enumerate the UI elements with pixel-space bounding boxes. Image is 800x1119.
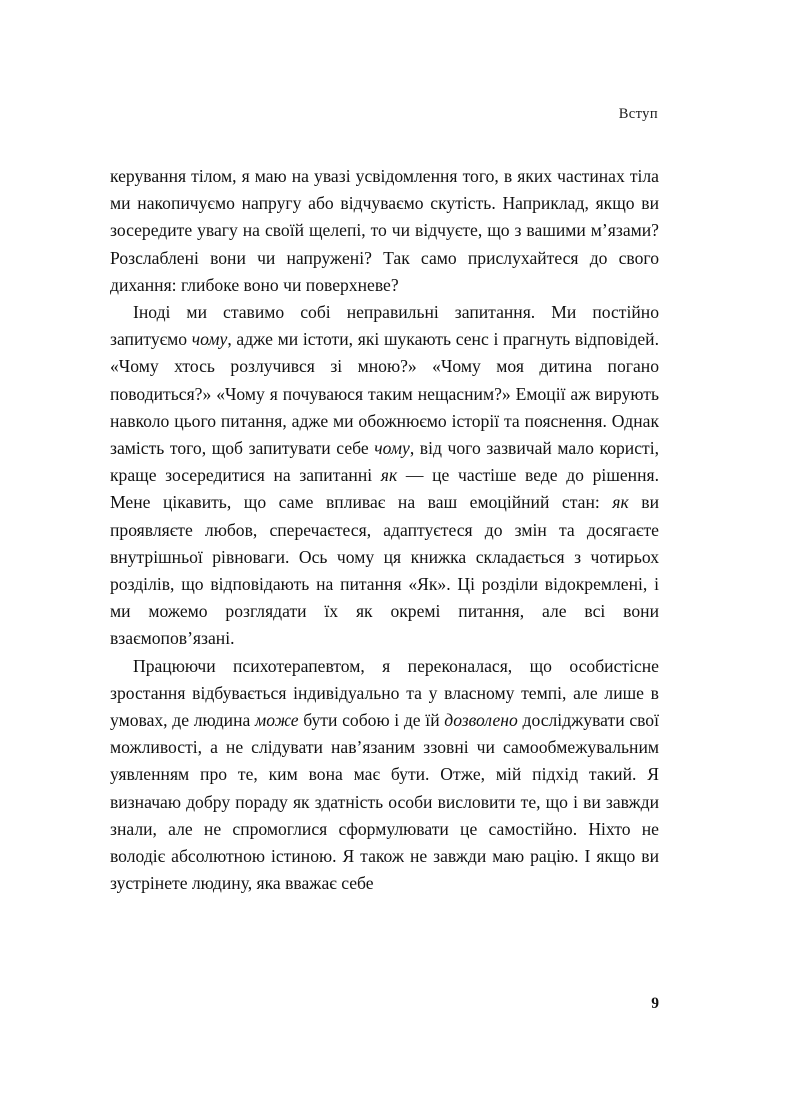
emphasis-text: чому	[374, 438, 410, 459]
emphasis-text: як	[612, 492, 629, 513]
page-number: 9	[651, 995, 659, 1012]
paragraph-para-3: Працюючи психотерапевтом, я переконалася, що особистісне зростання відбувається індивідуально та у власному темпі, але лише в умовах, де людина може бути собою і де їй дозволено досліджувати свої можливості, а не слідувати нав’язаним ззовні чи самообмежувальним уявленням про те, ким вона має бути. Отже, мій підхід такий. Я визначаю добру пораду як здатність особи висловити те, що і ви завжди знали, але не спромоглися сформулювати це самостійно. Ніхто не володіє абсолютною істиною. Я також не завжди маю рацію. І якщо ви зустрінете людину, яка вважає себе	[110, 655, 659, 894]
body-text-block	[110, 163, 659, 897]
running-head: Вступ	[618, 106, 658, 122]
emphasis-text: дозволено	[444, 710, 518, 731]
paragraph-para-1: керування тілом, я маю на увазі усвідомлення того, в яких частинах тіла ми накопичуємо напругу або відчуваємо скутість. Наприклад, якщо ви зосередите увагу на своїй щелепі, то чи відчуєте, що з вашими м’язами? Розслаблені вони чи напружені? Так само прислухайтеся до свого дихання: глибоке воно чи поверхневе?	[110, 166, 659, 295]
emphasis-text: як	[380, 465, 398, 486]
emphasis-text: може	[255, 710, 299, 731]
paragraph-para-2: Іноді ми ставимо собі неправильні запитання. Ми постійно запитуємо чому, адже ми істоти, які шукають сенс і прагнуть відповідей. «Чому хтось розлучився зі мною?» «Чому моя дитина погано поводиться?» «Чому я почуваюся таким нещасним?» Емоції аж вирують навколо цього питання, адже ми обожнюємо історії та пояснення. Однак замість того, щоб запитувати себе чому, від чого зазвичай мало користі, краще зосередитися на запитанні як — це частіше веде до рішення. Мене цікавить, що саме впливає на ваш емоційний стан: як ви проявляєте любов, сперечаєтеся, адаптуєтеся до змін та досягаєте внутрішньої рівноваги. Ось чому ця книжка складається з чотирьох розділів, що відповідають на питання «Як». Ці розділи відокремлені, і ми можемо розглядати їх як окремі питання, але всі вони взаємопов’язані.	[110, 302, 659, 649]
emphasis-text: чому	[191, 329, 228, 350]
